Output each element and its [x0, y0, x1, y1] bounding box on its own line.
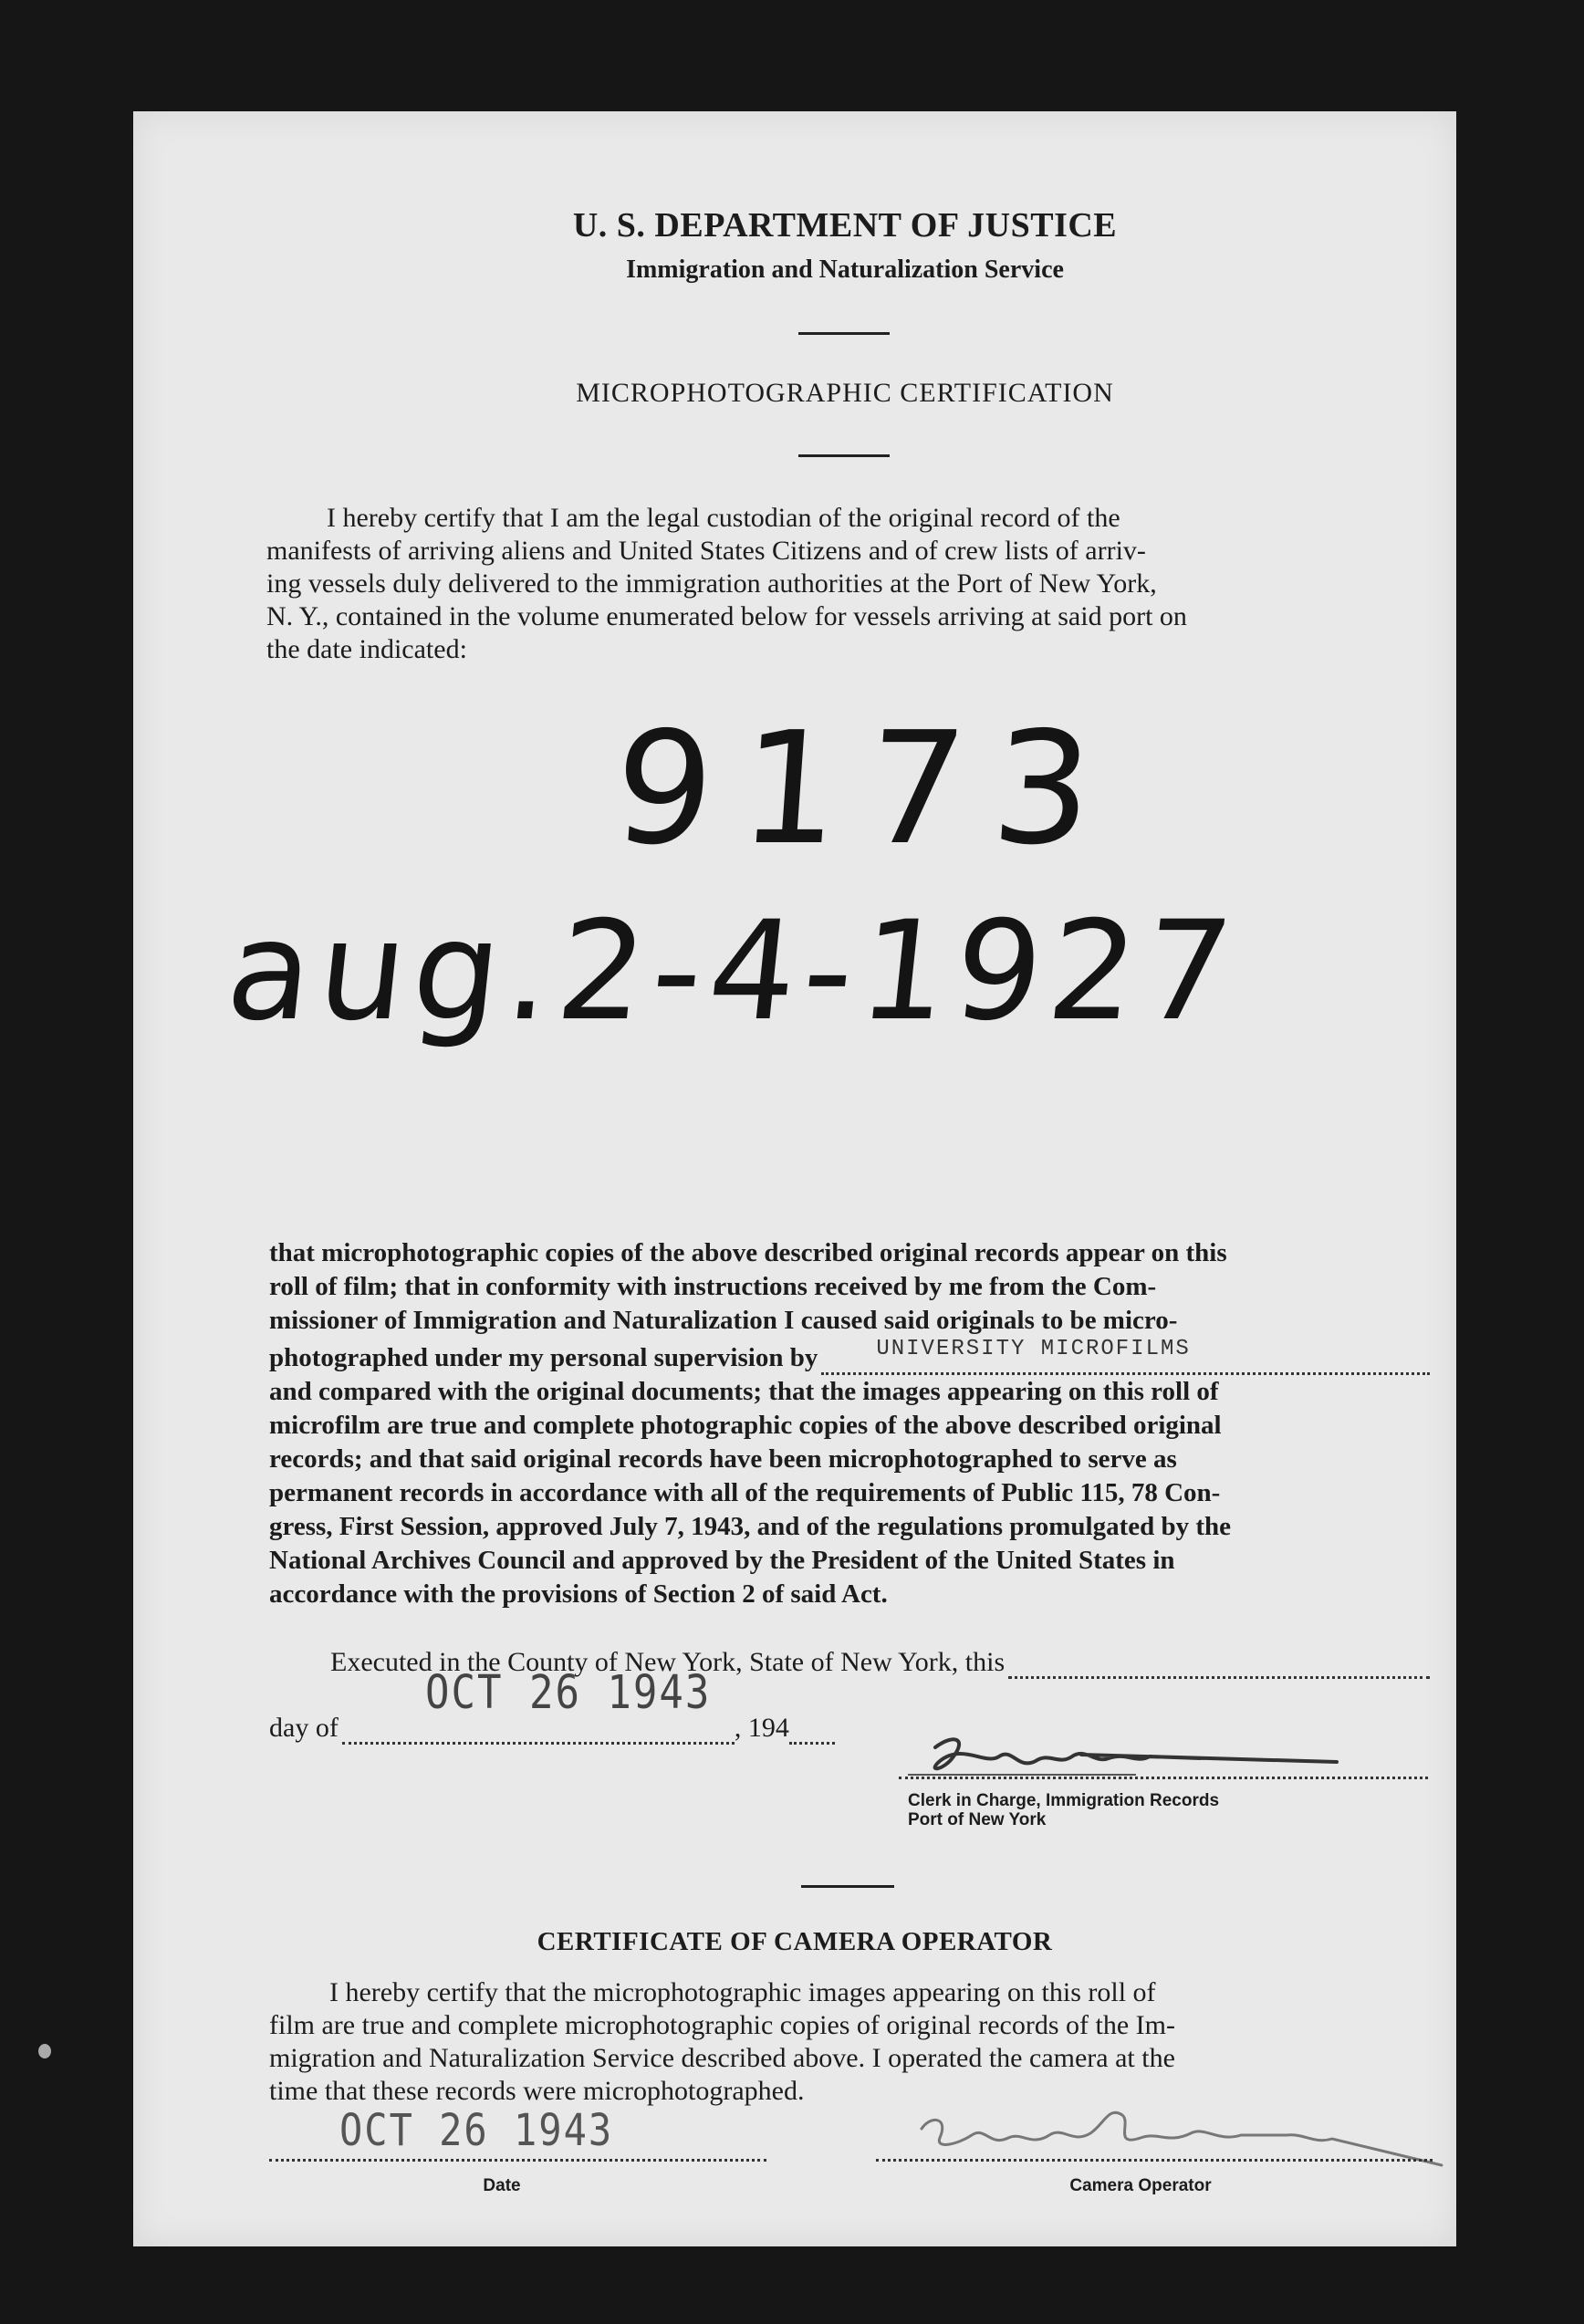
body-line: National Archives Council and approved by the President of the United States in — [269, 1546, 1175, 1575]
body-line: and compared with the original documents; that the images appearing on this roll of — [269, 1377, 1219, 1406]
camera-certificate-paragraph — [269, 1976, 1430, 2108]
body-line: photographed under my personal supervision by — [269, 1343, 818, 1372]
intro-line: the date indicated: — [266, 634, 467, 664]
clerk-signature — [899, 1729, 1428, 1784]
intro-line: ing vessels duly delivered to the immigration authorities at the Port of New York, — [266, 568, 1157, 599]
body-line: permanent records in accordance with all of the requirements of Public 115, 78 Con- — [269, 1478, 1221, 1507]
year-prefix: , 194 — [734, 1713, 789, 1743]
body-line: microfilm are true and complete photographic copies of the above described original — [269, 1411, 1222, 1440]
divider — [801, 1885, 894, 1888]
section-title: MICROPHOTOGRAPHIC CERTIFICATION — [576, 378, 1114, 408]
execution-date-stamp: OCT 26 1943 — [425, 1666, 712, 1720]
body-line: accordance with the provisions of Section 2 of said Act. — [269, 1579, 888, 1609]
year-field — [789, 1718, 835, 1745]
execution-day-field — [1008, 1652, 1430, 1679]
camera-date-stamp: OCT 26 1943 — [339, 2104, 614, 2156]
supervisor-field — [821, 1337, 1430, 1375]
clerk-title: Clerk in Charge, Immigration Records — [908, 1791, 1220, 1810]
divider — [798, 332, 890, 335]
body-paragraph — [269, 1236, 1430, 1611]
camera-line: time that these records were microphotographed. — [269, 2076, 805, 2106]
camera-line: film are true and complete microphotographic copies of original records of the Im- — [269, 2010, 1175, 2040]
intro-paragraph — [266, 502, 1430, 666]
body-line: missioner of Immigration and Naturalization I caused said originals to be micro- — [269, 1306, 1178, 1335]
divider — [798, 454, 890, 457]
day-of-label: day of — [269, 1713, 339, 1743]
handwritten-date-range: aug.2-4-1927 — [219, 892, 1246, 1051]
body-line: roll of film; that in conformity with instructions received by me from the Com- — [269, 1272, 1157, 1301]
body-line: that microphotographic copies of the above described original records appear on this — [269, 1238, 1227, 1267]
date-line — [269, 2159, 766, 2162]
clerk-signature-line — [899, 1777, 1428, 1779]
document-page — [133, 111, 1456, 2246]
department-title: U. S. DEPARTMENT OF JUSTICE — [572, 206, 1118, 245]
camera-operator-signature-block — [876, 2097, 1478, 2195]
camera-line: migration and Naturalization Service described above. I operated the camera at the — [269, 2043, 1175, 2073]
execution-text: Executed in the County of New York, State of New York, this — [330, 1647, 1006, 1677]
supervisor-name: UNIVERSITY MICROFILMS — [876, 1337, 1191, 1361]
camera-line: I hereby certify that the microphotographic images appearing on this roll of — [329, 1977, 1156, 2007]
intro-line: N. Y., contained in the volume enumerated below for vessels arriving at said port on — [266, 601, 1187, 631]
intro-line: I hereby certify that I am the legal custodian of the original record of the — [327, 503, 1120, 533]
camera-operator-line — [876, 2159, 1433, 2162]
month-field — [342, 1718, 735, 1745]
date-label: Date — [483, 2176, 521, 2195]
clerk-location: Port of New York — [908, 1810, 1047, 1829]
clerk-signature-block — [899, 1729, 1428, 1829]
body-line: records; and that said original records have been microphotographed to serve as — [269, 1444, 1177, 1474]
supervision-line — [269, 1337, 1430, 1375]
day-of-line — [269, 1712, 835, 1745]
camera-operator-label: Camera Operator — [1069, 2176, 1212, 2195]
service-subtitle: Immigration and Naturalization Service — [626, 255, 1064, 284]
handwritten-volume-number: 9173 — [608, 699, 1126, 880]
film-spot — [38, 2044, 51, 2058]
intro-line: manifests of arriving aliens and United States Citizens and of crew lists of arriv- — [266, 536, 1146, 566]
camera-certificate-title: CERTIFICATE OF CAMERA OPERATOR — [537, 1927, 1053, 1956]
body-line: gress, First Session, approved July 7, 1943, and of the regulations promulgated by the — [269, 1512, 1232, 1541]
